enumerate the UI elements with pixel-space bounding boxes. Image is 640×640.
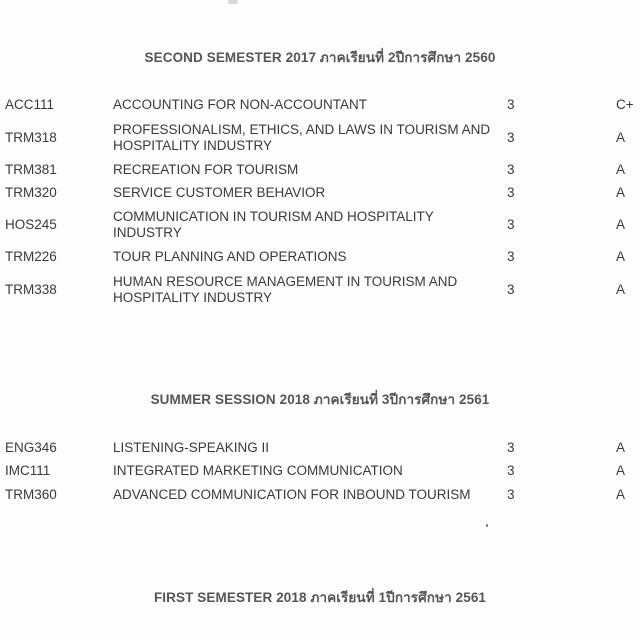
- course-grade: A: [616, 162, 626, 177]
- course-title: TOUR PLANNING AND OPERATIONS: [113, 249, 347, 264]
- course-code: TRM381: [5, 162, 57, 177]
- course-code: TRM318: [5, 130, 57, 145]
- course-code: ACC111: [5, 97, 55, 112]
- course-credits: 3: [507, 487, 515, 502]
- course-title: RECREATION FOR TOURISM: [113, 162, 299, 177]
- course-code: IMC111: [5, 463, 51, 478]
- scan-mark: [228, 0, 238, 4]
- course-credits: 3: [507, 185, 515, 200]
- course-code: TRM320: [5, 185, 57, 200]
- course-credits: 3: [507, 440, 515, 455]
- course-title: INTEGRATED MARKETING COMMUNICATION: [113, 463, 403, 478]
- course-grade: A: [616, 440, 626, 455]
- course-title: HUMAN RESOURCE MANAGEMENT IN TOURISM AND HOSPITALITY INDUSTRY: [113, 274, 458, 305]
- course-code: TRM338: [5, 282, 57, 297]
- course-grade: A: [616, 185, 626, 200]
- semester-heading: SECOND SEMESTER 2017 ภาคเรียนที่ 2ปีการศึกษา 2560: [144, 50, 496, 65]
- course-credits: 3: [507, 162, 515, 177]
- course-credits: 3: [507, 463, 515, 478]
- course-grade: A: [616, 130, 626, 145]
- course-credits: 3: [507, 130, 515, 145]
- course-title: PROFESSIONALISM, ETHICS, AND LAWS IN TOURISM AND HOSPITALITY INDUSTRY: [113, 122, 491, 153]
- course-code: TRM226: [5, 249, 57, 264]
- course-code: ENG346: [5, 440, 57, 455]
- course-grade: C+: [616, 97, 634, 112]
- course-title: ACCOUNTING FOR NON-ACCOUNTANT: [113, 97, 367, 112]
- course-grade: A: [616, 463, 626, 478]
- course-credits: 3: [507, 282, 515, 297]
- course-title: COMMUNICATION IN TOURISM AND HOSPITALITY INDUSTRY: [113, 209, 434, 240]
- course-grade: A: [616, 487, 626, 502]
- course-title: ADVANCED COMMUNICATION FOR INBOUND TOURISM: [113, 487, 471, 502]
- semester-heading: SUMMER SESSION 2018 ภาคเรียนที่ 3ปีการศึกษา 2561: [150, 392, 490, 407]
- cutoff-row: [0, 634, 640, 640]
- course-grade: A: [616, 217, 626, 232]
- course-credits: 3: [507, 97, 515, 112]
- semester-heading: FIRST SEMESTER 2018 ภาคเรียนที่ 1ปีการศึกษา 2561: [153, 590, 487, 605]
- course-credits: 3: [507, 217, 515, 232]
- course-grade: A: [616, 282, 626, 297]
- course-title: SERVICE CUSTOMER BEHAVIOR: [113, 185, 326, 200]
- course-code: TRM360: [5, 487, 57, 502]
- course-credits: 3: [507, 249, 515, 264]
- course-grade: A: [616, 249, 626, 264]
- scan-speck: [486, 524, 488, 527]
- course-title: LISTENING-SPEAKING II: [113, 440, 270, 455]
- course-code: HOS245: [5, 217, 57, 232]
